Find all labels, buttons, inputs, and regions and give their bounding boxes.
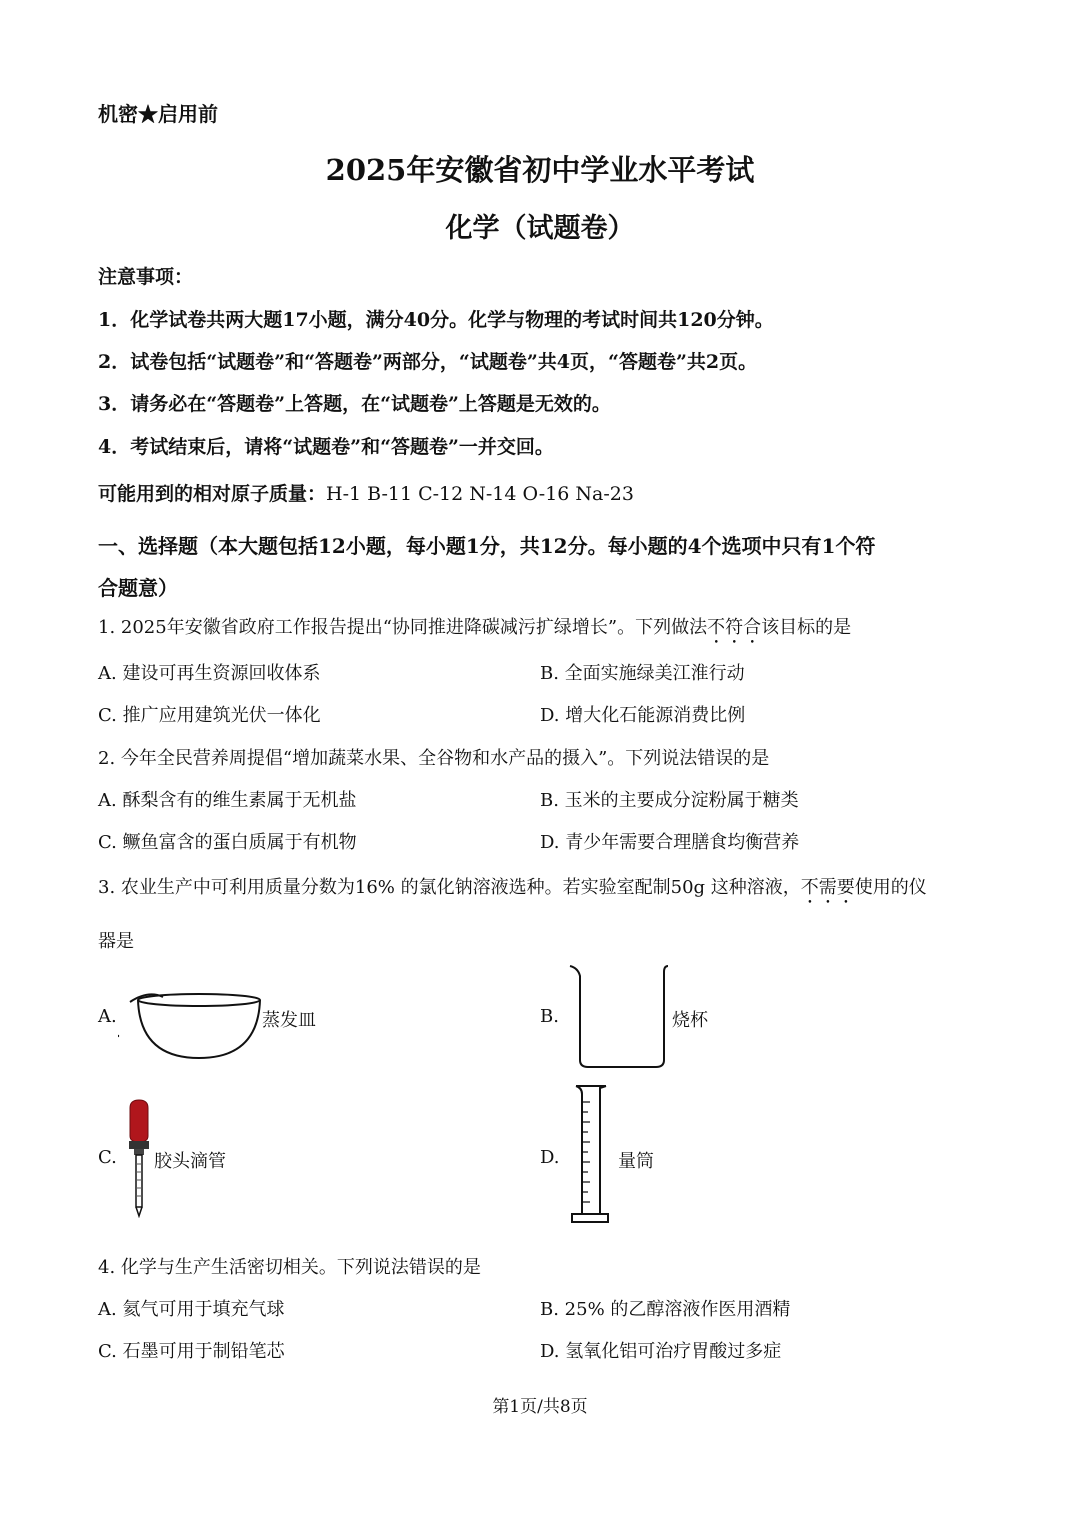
q4-option-c: C. 石墨可用于制铅笔芯 — [98, 1341, 285, 1362]
q3-stem-part: 使用的仪 — [854, 877, 927, 898]
atomic-mass-values: H-1 B-11 C-12 N-14 O-16 Na-23 — [326, 483, 634, 505]
q3-option-c-letter: C. — [98, 1147, 117, 1168]
q4-option-a: A. 氦气可用于填充气球 — [98, 1299, 285, 1320]
q2-option-a: A. 酥梨含有的维生素属于无机盐 — [98, 790, 357, 811]
evaporating-dish-icon — [118, 970, 268, 1065]
exam-title: 2025年安徽省初中学业水平考试 — [325, 153, 755, 187]
q1-option-c: C. 推广应用建筑光伏一体化 — [98, 705, 321, 726]
q4-option-b: B. 25% 的乙醇溶液作医用酒精 — [540, 1299, 791, 1320]
q3-option-a-label: 蒸发皿 — [262, 1010, 316, 1031]
atomic-mass-line — [98, 479, 634, 506]
q1-emphasis: 不符合 — [707, 617, 762, 638]
note-item: 2．试卷包括“试题卷”和“答题卷”两部分，“试题卷”共4页，“答题卷”共2页。 — [98, 351, 758, 373]
note-item: 3．请务必在“答题卷”上答题，在“试题卷”上答题是无效的。 — [98, 393, 611, 415]
exam-subtitle: 化学（试题卷） — [445, 213, 635, 244]
q3-option-b-label: 烧杯 — [672, 1010, 708, 1031]
q1-stem-part: 该目标的是 — [761, 617, 852, 638]
q1-option-d: D. 增大化石能源消费比例 — [540, 705, 746, 726]
section-heading: 一、选择题（本大题包括12小题，每小题1分，共12分。每小题的4个选项中只有1个符 — [98, 534, 876, 558]
q2-option-c: C. 鳜鱼富含的蛋白质属于有机物 — [98, 832, 357, 853]
q1-option-b: B. 全面实施绿美江淮行动 — [540, 663, 745, 684]
q3-option-d-label: 量筒 — [618, 1151, 654, 1172]
q3-option-b-letter: B. — [540, 1006, 559, 1027]
question-1-stem — [98, 613, 851, 648]
question-2-stem: 2. 今年全民营养周提倡“增加蔬菜水果、全谷物和水产品的摄入”。下列说法错误的是 — [98, 748, 770, 769]
notes-heading: 注意事项： — [98, 266, 194, 288]
beaker-icon — [566, 962, 670, 1072]
q3-stem-part: 3. 农业生产中可利用质量分数为16% 的氯化钠溶液选种。若实验室配制50g 这种溶液， — [98, 877, 801, 898]
q3-option-d-letter: D. — [540, 1147, 560, 1168]
graduated-cylinder-icon — [568, 1082, 612, 1232]
q1-stem-part: 1. 2025年安徽省政府工作报告提出“协同推进降碳减污扩绿增长”。下列做法 — [98, 617, 708, 638]
q3-emphasis: 不需要 — [800, 877, 855, 898]
note-item: 1．化学试卷共两大题17小题，满分40分。化学与物理的考试时间共120分钟。 — [98, 309, 774, 331]
question-4-stem: 4. 化学与生产生活密切相关。下列说法错误的是 — [98, 1257, 481, 1278]
note-item: 4．考试结束后，请将“试题卷”和“答题卷”一并交回。 — [98, 436, 554, 458]
confidential-label: 机密★启用前 — [98, 102, 218, 126]
section-heading-cont: 合题意） — [98, 576, 178, 600]
q2-option-b: B. 玉米的主要成分淀粉属于糖类 — [540, 790, 799, 811]
q1-option-a: A. 建设可再生资源回收体系 — [98, 663, 321, 684]
page-number: 第1页/共8页 — [492, 1397, 588, 1417]
q3-option-c-label: 胶头滴管 — [154, 1151, 226, 1172]
question-3-stem-cont: 器是 — [98, 931, 134, 952]
atomic-mass-label: 可能用到的相对原子质量： — [98, 483, 327, 505]
dropper-icon — [122, 1098, 158, 1218]
question-3-stem — [98, 873, 927, 908]
q2-option-d: D. 青少年需要合理膳食均衡营养 — [540, 832, 800, 853]
q4-option-d: D. 氢氧化铝可治疗胃酸过多症 — [540, 1341, 782, 1362]
q3-option-a-letter: A. — [98, 1006, 117, 1027]
